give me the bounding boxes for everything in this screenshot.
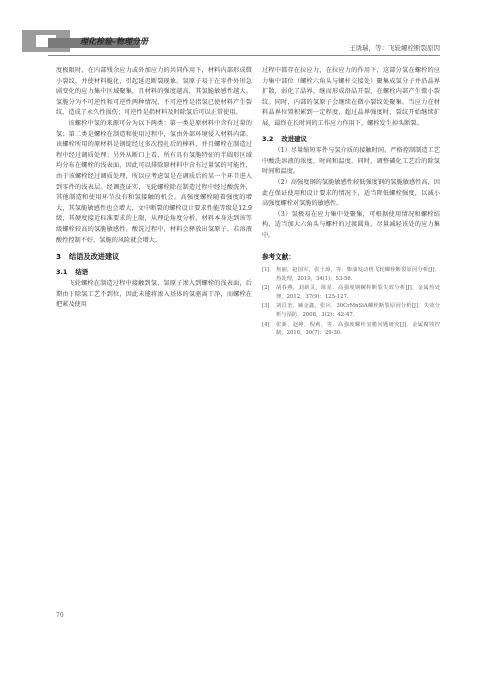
page-number: 70: [56, 612, 64, 619]
running-head: 王诱瑞，等：飞轮螺栓断裂原因: [349, 44, 440, 52]
section-title: 结语及改进建议: [69, 252, 120, 262]
reference-text: 刘昌奎，臧金鑫，张兵．30CrMnSiA螺栓断裂原因分析[J]．失效分析与预防，2008，3(2)：42-47.: [276, 303, 440, 319]
section-heading: [56, 252, 252, 263]
reference-item: [262, 266, 440, 283]
reference-item: [262, 321, 440, 338]
subsection-heading: [56, 267, 252, 278]
subsection-title: 改进建议: [281, 134, 307, 143]
subsection-number: 3.2: [262, 134, 274, 143]
suggestion-item: （2）高强度钢的氢脆敏感性较低强度钢的氢脆敏感性高，因此在保证使用和设计要求的情况下，适当降低螺栓强度，以减小高强度螺栓对氢脆的敏感性。: [262, 178, 440, 208]
page-header: [0, 0, 480, 58]
reference-text: 胡春燕，刘新灵，陈星．高强度钢螺栓断裂失效分析[J]．金属热处理，2012，37(9)：125-127.: [276, 285, 440, 300]
reference-number: [4]: [262, 321, 270, 328]
reference-number: [2]: [262, 285, 270, 292]
references-list: [262, 266, 440, 338]
suggestion-item: （1）尽量缩短零件与氢介质的接触时间，严格控制制造工艺中酸洗溶液的浓度、时间和温度。同时，调整磷化工艺后的除氢时间和温度。: [262, 147, 440, 176]
paragraph: 飞轮螺栓在制造过程中接触到氢，氢原子渗入到螺栓的浅表面，后期由于除氢工艺不到位，因此未能将渗入基体的氢驱离干净，而螺栓在把紧及使用: [56, 280, 252, 309]
subsection-heading: [262, 134, 440, 145]
reference-number: [3]: [262, 303, 270, 310]
subsection-title: 结语: [75, 267, 89, 276]
section-number: 3: [56, 252, 62, 262]
suggestion-item: （3）氢极易在应力集中处聚集，可根据使用情况和螺栓结构，适当加大六角头与螺杆的过渡圆角，尽量减轻该处的应力集中。: [262, 210, 440, 239]
subsection-number: 3.1: [56, 267, 68, 276]
right-column: [262, 66, 440, 339]
paragraph: 过程中都存在拉应力，在拉应力的作用下，这部分氢在螺栓的应力集中部位（螺栓六角头与螺杆交接处）聚集成氢分子并沿晶界扩散，弱化了晶界，继而形成沿晶开裂，在螺栓内部产生微小裂纹。同时，内部的氢原子会继续在微小裂纹处聚集，当应力在材料晶界位置积累到一定程度，超过晶界强度时，裂纹开始继续扩展，最终在长时间的工作应力作用下，螺栓发生掉头断裂。: [262, 67, 440, 127]
paragraph: 度极限时，在内部残余应力或外加应力的共同作用下，材料内部形成微小裂纹，并使材料脆化，引起延迟断裂现象。氢原子易于在零件外形急剧变化的应力集中区域聚集，且材料的强度越高，其氢脆敏感性越大。氢脆分为不可逆性和可逆性两种情况，不可逆性是指氢已使材料产生裂纹，造成了永久性损伤；可逆性是指材料及时除氢后可以正常使用。: [56, 67, 252, 117]
journal-title: 理化检验–物理分册: [80, 37, 148, 46]
reference-text: 焦丽，赵国军，张土璋，等．柴油发动机飞轮螺栓断裂原因分析[J]．热处理，2019，34(1)：53-56.: [276, 267, 440, 282]
reference-item: [262, 284, 440, 301]
reference-item: [262, 302, 440, 319]
reference-number: [1]: [262, 267, 270, 274]
references-heading: 参考文献：: [262, 252, 295, 261]
reference-text: 张新，赵峥，倪莉，等．高强度螺栓氢脆问题研究[J]．金属腐蚀控制，2016，30(7)：29-30.: [276, 321, 440, 337]
left-column: [56, 66, 252, 311]
header-divider: [48, 55, 440, 56]
paragraph: 该螺栓中氢的来源可分为以下两类：第一类是原材料中含有过量的氢；第二类是螺栓在制造和使用过程中，氢由外部环境侵入材料内部。该螺栓所用的原材料是钢锭经过多次控扎后的棒料，并且螺栓在制造过程中经过调质处理；另外从断口上看，所有具有氢脆特征的半圆形区域均分布在螺栓的浅表面，因此可以排除原材料中含有过量氢的可能性，由于该螺栓经过调质处理，所以应考虑氢是在调质后的某一个环节进入到零件的浅表层。经调查证实，飞轮螺栓除在制造过程中经过酸洗外，其他制造和使用环节没有和氢接触的机会。高强度螺栓随着强度的增大，其氢脆敏感性也会增大，文中断裂的螺栓设计要求性能等级是12.9级，其硬度接近标准要求的上限，从理论角度分析，材料本身达到该等级螺栓较高的氢脆敏感性。酸洗过程中，材料会释放出氢原子，若溶液酸性控制不好，氢脆的风险就会增大。: [56, 119, 252, 244]
